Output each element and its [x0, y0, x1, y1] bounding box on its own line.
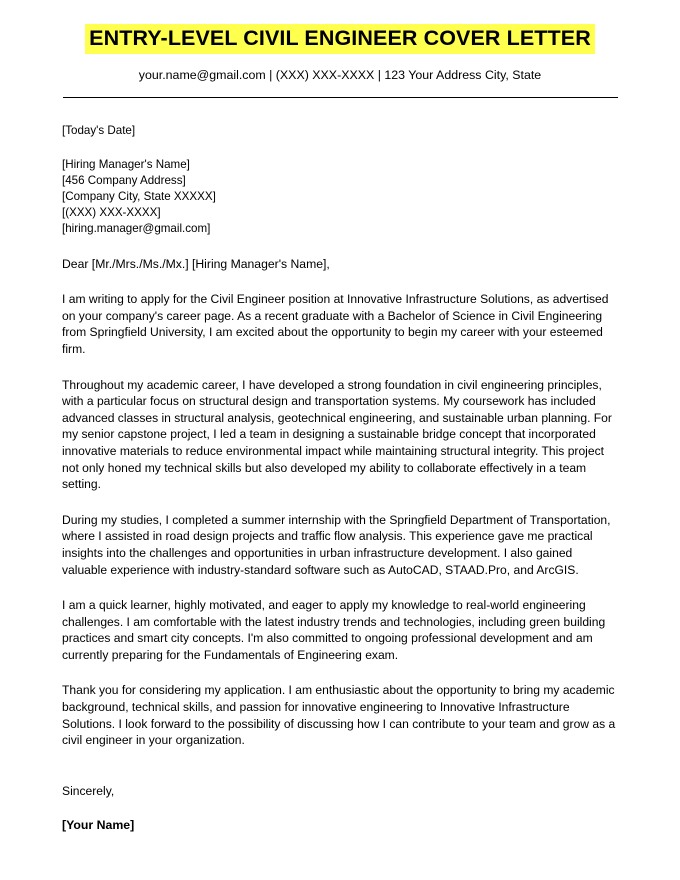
recipient-phone: [(XXX) XXX-XXXX] — [62, 206, 161, 220]
recipient-street: [456 Company Address] — [62, 174, 186, 188]
contact-info-line: your.name@gmail.com | (XXX) XXX-XXXX | 123 Your Address City, State — [138, 68, 542, 83]
letter-body — [0, 123, 680, 834]
body-paragraph-3: During my studies, I completed a summer internship with the Springfield Department of Transportation, where I assisted in road design projects and traffic flow analysis. This experience gave me practical insights into the challenges and opportunities in urban infrastructure development. I also gained valuable experience with industry-standard software such as AutoCAD, STAAD.Pro, and ArcGIS. — [62, 512, 611, 577]
letter-header — [0, 0, 680, 98]
salutation-line: Dear [Mr./Mrs./Ms./Mx.] [Hiring Manager's Name], — [62, 257, 330, 272]
recipient-city: [Company City, State XXXXX] — [62, 190, 216, 204]
recipient-email: [hiring.manager@gmail.com] — [62, 222, 211, 236]
page-title: ENTRY-LEVEL CIVIL ENGINEER COVER LETTER — [85, 24, 595, 54]
body-paragraph-4: I am a quick learner, highly motivated, and eager to apply my knowledge to real-world engineering challenges. I am comfortable with the latest industry trends and technologies, including green building practices and smart city concepts. I'm also committed to ongoing professional development and am currently preparing for the Fundamentals of Engineering exam. — [62, 598, 606, 662]
body-paragraph-2: Throughout my academic career, I have developed a strong foundation in civil engineering principles, with a particular focus on structural design and transportation systems. My coursework has included advanced classes in structural analysis, geotechnical engineering, and sustainable urban planning. For my senior capstone project, I led a team in designing a sustainable bridge concept that incorporated innovative materials to reduce environmental impact while maintaining structural integrity. This project not only honed my technical skills but also developed my ability to collaborate effectively in a team setting. — [62, 377, 612, 492]
recipient-address-block — [62, 157, 618, 237]
header-divider — [63, 97, 618, 98]
body-paragraph-1: I am writing to apply for the Civil Engineer position at Innovative Infrastructure Solutions, as advertised on your company's career page. As a recent graduate with a Bachelor of Science in Civil Engineering from Springfield University, I am excited about the opportunity to begin my career with your esteemed firm. — [62, 292, 609, 356]
closing-line: Sincerely, — [62, 783, 115, 798]
body-paragraph-5: Thank you for considering my application. I am enthusiastic about the opportunity to bring my academic background, technical skills, and passion for innovative engineering to Innovative Infrastructure Solutions. I look forward to the possibility of discussing how I can contribute to your team and grow as a civil engineer in your organization. — [62, 683, 616, 748]
date-line: [Today's Date] — [62, 124, 136, 138]
signature-name: [Your Name] — [62, 818, 135, 833]
recipient-name: [Hiring Manager's Name] — [62, 158, 190, 172]
